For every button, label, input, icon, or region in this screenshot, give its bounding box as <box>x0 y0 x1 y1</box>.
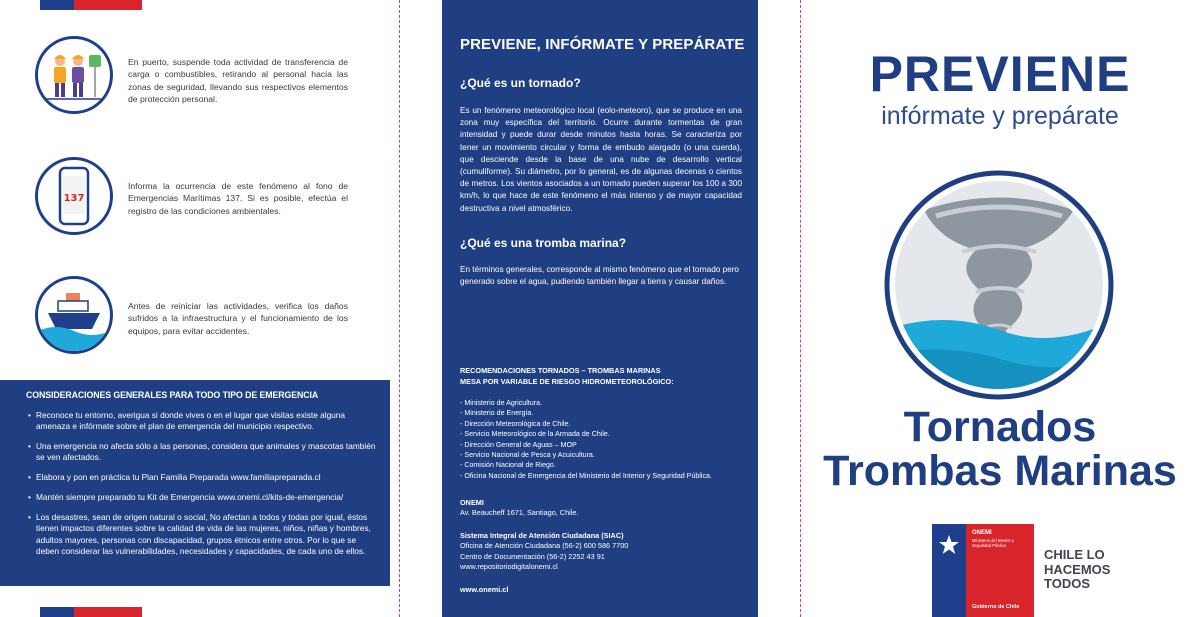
flag-strip-top <box>40 0 142 10</box>
list-item: • Una emergencia no afecta sólo a las personas, considera que animales y mascotas también se ven afectados. <box>28 441 378 464</box>
recommendations-heading <box>460 366 750 387</box>
website-link[interactable]: www.onemi.cl <box>460 585 509 594</box>
considerations-box <box>0 380 390 586</box>
list-item: - Oficina Nacional de Emergencia del Ministerio del Interior y Seguridad Pública. <box>460 471 712 480</box>
onemi-address: Av. Beaucheff 1671, Santiago, Chile. <box>460 508 579 517</box>
considerations-title: CONSIDERACIONES GENERALES PARA TODO TIPO DE EMERGENCIA <box>26 390 319 400</box>
cover-subtitle: infórmate y prepárate <box>881 102 1119 130</box>
list-item: - Comisión Nacional de Riego. <box>460 461 556 470</box>
cover-topic-trombas: Trombas Marinas <box>823 447 1177 495</box>
recommendation-port-text: En puerto, suspende toda actividad de transferencia de carga o combustibles, retirando al personal hacia las zonas de seguridad, llevando sus respectivos elementos de protección personal. <box>128 57 348 104</box>
motto-line: TODOS <box>1044 576 1090 591</box>
recommendation-verify-text: Antes de reiniciar las actividades, verifica los daños sufridos a la infraestructura y el funcionamiento de los equipos, para evitar accidentes. <box>128 301 348 336</box>
list-item: - Dirección Meteorológica de Chile. <box>460 419 571 428</box>
list-item: • Los desastres, sean de origen natural o social, No afectan a todos y todas por igual, éstos tienen impactos diferentes sobre la calidad de vida de las mujeres, niños, niñas y hombres, adultos mayores, personas con discapacidad, grupos étnicos entre otros. Por lo que se deben considerar las vulnerabilidades, necesidades y capacidades, de cada uno de ellos. <box>28 512 378 557</box>
recommendations-heading-line: MESA POR VARIABLE DE RIESGO HIDROMETEOROLÓGICO: <box>460 376 674 386</box>
cover-title: PREVIENE <box>869 46 1131 102</box>
answer-tornado: Es un fenómeno meteorológico local (eolo-meteoro), que se produce en una zona muy específica del territorio. Ocurre durante tormentas de gran intensidad y puede durar desde minutos hasta horas. Se caracteriza por tener un movimiento circular y forma de embudo alargado (o una cuerda), que desciende desde la base de una nube de desarrollo vertical (cumuliforme). Su diámetro, por lo general, es de algunas decenas o cientos de metros. Los vientos asociados a un tornado pueden superar los 100 a 300 km/h, lo que hace de este fenómeno el más intenso y de mayor capacidad destructiva a nivel atmosférico. <box>460 106 742 213</box>
phone-137-icon <box>35 157 113 235</box>
onemi-logo <box>932 524 1034 617</box>
list-item: • Mantén siempre preparado tu Kit de Emergencia www.onemi.cl/kits-de-emergencia/ <box>28 492 378 503</box>
recommendations-heading-line: RECOMENDACIONES TORNADOS – TROMBAS MARINAS <box>460 366 661 375</box>
info-panel <box>442 0 758 617</box>
list-item: - Servicio Meteorológico de la Armada de Chile. <box>460 430 610 439</box>
answer-waterspout: En términos generales, corresponde al mismo fenómeno que el tornado pero generado sobre el agua, pudiendo también llegar a tierra y causar daños. <box>460 265 739 287</box>
logo-ministry: Ministerio del Interior y Seguridad Pública <box>972 538 1015 548</box>
logo-government: Gobierno de Chile <box>972 604 1020 610</box>
question-waterspout: ¿Qué es una tromba marina? <box>460 236 627 250</box>
onemi-label: ONEMI <box>460 498 484 507</box>
list-item: - Dirección General de Aguas – MOP <box>460 440 577 449</box>
list-item: - Ministerio de Agricultura. <box>460 399 543 407</box>
fold-line <box>800 0 801 617</box>
siac-title: Sistema Integral de Atención Ciudadana (SIAC) <box>460 531 624 540</box>
motto-line: HACEMOS <box>1044 561 1111 577</box>
siac-line[interactable]: www.repositoriodigitalonemi.cl <box>460 562 558 572</box>
institutions-list <box>460 398 750 481</box>
list-item: - Servicio Nacional de Pesca y Acuicultura. <box>460 451 595 460</box>
workers-icon <box>35 36 113 114</box>
ship-icon <box>35 276 113 354</box>
considerations-list <box>28 410 378 566</box>
tornado-icon <box>884 170 1114 400</box>
question-tornado: ¿Qué es un tornado? <box>460 76 581 90</box>
logo-org: ONEMI <box>972 530 992 536</box>
list-item: - Ministerio de Energía. <box>460 409 534 418</box>
recommendation-report-text: Informa la ocurrencia de este fenómeno al fono de Emergencias Marítimas 137. Si es posible, efectúa el registro de las condiciones ambientales. <box>128 181 348 216</box>
cover-topic-tornados: Tornados <box>903 403 1097 451</box>
siac-line: Oficina de Atención Ciudadana (56-2) 600 586 7700 <box>460 541 629 550</box>
list-item: • Reconoce tu entorno, averigua si donde vives o en el lugar que visitas existe alguna amenaza e infórmate sobre el plan de emergencia del municipio respectivo. <box>28 410 378 433</box>
info-title: PREVIENE, INFÓRMATE Y PREPÁRATE <box>460 36 745 53</box>
emergency-number: 137 <box>63 193 85 204</box>
fold-line <box>399 0 400 617</box>
siac-line: Centro de Documentación (56-2) 2252 43 91 <box>460 551 605 561</box>
siac-contacts <box>460 541 628 573</box>
chile-star-icon <box>938 534 960 556</box>
list-item: • Elabora y pon en práctica tu Plan Familia Preparada www.familiapreparada.cl <box>28 472 378 483</box>
motto-line: CHILE LO <box>1044 547 1105 562</box>
flag-strip-bottom <box>40 607 142 617</box>
government-motto <box>1044 548 1134 592</box>
